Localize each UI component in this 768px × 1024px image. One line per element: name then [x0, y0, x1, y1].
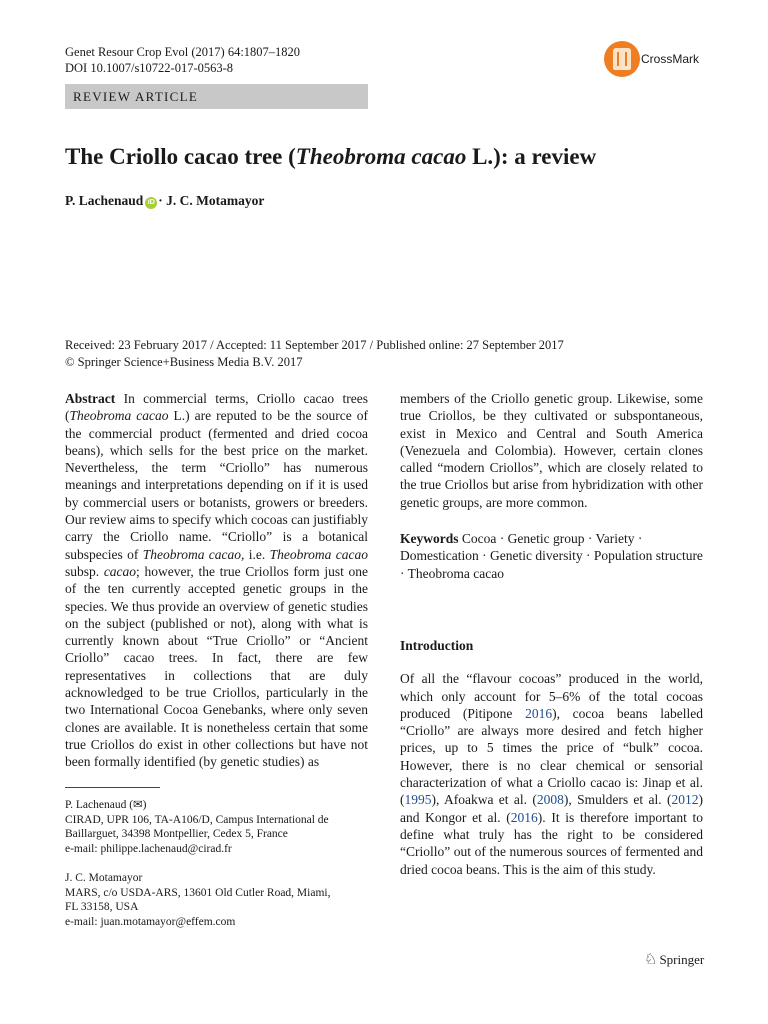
abstract — [65, 390, 368, 771]
affiliation-email[interactable]: e-mail: philippe.lachenaud@cirad.fr — [65, 842, 232, 855]
abstract-column — [65, 390, 368, 771]
springer-logo — [644, 950, 704, 969]
affiliation-lachenaud — [65, 798, 368, 856]
abstract-italic: cacao — [103, 563, 137, 579]
publisher-label: Springer — [659, 952, 705, 967]
copyright-line: © Springer Science+Business Media B.V. 2017 — [65, 355, 303, 369]
author-lachenaud[interactable]: P. Lachenaud — [65, 193, 144, 208]
abstract-continuation: members of the Criollo genetic group. Likewise, some true Criollos, be they cultivated or subspontaneous, exist in Mexico and Central and South America (Venezuela and Colombia). However, certain clones called “modern Criollos”, which are closely related to the true Criollos but arise from hybridization with other genetic groups, are more common. — [400, 391, 703, 510]
author-motamayor[interactable]: J. C. Motamayor — [166, 193, 265, 208]
article-title — [65, 142, 715, 172]
crossmark-icon — [604, 41, 640, 77]
intro-text: ), cocoa beans labelled “Criollo” are always more desired and fetch higher prices, up to 5 times the price of “bulk” cocoa. However, there is no clear chemical or sensorial characterization of what a Criollo cacao is: Jinap et al. ( — [400, 705, 703, 808]
chess-knight-icon: ♘ — [644, 952, 658, 968]
title-text: The Criollo cacao tree ( — [65, 144, 296, 169]
affiliation-email[interactable]: e-mail: juan.motamayor@effem.com — [65, 915, 236, 928]
abstract-text: In commercial terms, Criollo cacao trees ( — [65, 391, 368, 424]
affiliation-name: P. Lachenaud (✉) — [65, 799, 147, 811]
orcid-icon[interactable]: iD — [145, 197, 157, 209]
abstract-italic: Theobroma cacao — [269, 546, 368, 562]
author-separator: · — [158, 193, 163, 208]
affiliation-address: FL 33158, USA — [65, 901, 139, 914]
abstract-text: L.) are reputed to be the source of the commercial product (fermented and dried cocoa beans), which sells for the best price on the market. Nevertheless, the term “Criollo” has numerous meanings and interpretations depending on if it is used by commercial users or botanists, growers or breeders. Our review aims to specify which cocoas can justifiably carry the Criollo name. “Criollo” is a botanical subspecies of — [65, 408, 368, 562]
abstract-text: ; however, the true Criollos form just one of the ten currently accepted genetic groups in the species. We thus provide an overview of genetic studies on the subject (published or not), along with what is currently known about “True Criollo” or “Ancient Criollo” cacao trees. In fact, there are few representatives in collections that are duly acknowledged to be true Criollos, particularly in the two International Cocoa Genebanks, where only seven clones are available. It is nonetheless certain that some true Criollos do exist in other collections but have not been formally identified (by genetic studies) as — [65, 563, 368, 770]
abstract-text: subsp. — [65, 563, 104, 579]
intro-text: ) and Kongor et al. ( — [400, 792, 703, 825]
right-column — [400, 390, 703, 878]
introduction-paragraph — [400, 670, 703, 878]
intro-text: ). It is therefore important to define what truly has the right to be considered “Criollo” out of the numerous sources of fermented and dried cocoa beans. This is the aim of this study. — [400, 809, 703, 877]
citation-link[interactable]: 2012 — [671, 792, 699, 808]
keywords-text: Cocoa · Genetic group · Variety · Domestication · Genetic diversity · Population structure · Theobroma cacao — [400, 531, 703, 581]
author-list — [65, 192, 264, 210]
affiliation-name: J. C. Motamayor — [65, 872, 143, 884]
keywords-label: Keywords — [400, 531, 459, 547]
abstract-italic: Theobroma cacao — [69, 408, 169, 424]
footnote-divider — [65, 787, 160, 788]
keywords — [400, 530, 703, 582]
introduction-heading: Introduction — [400, 637, 474, 653]
date-line: Received: 23 February 2017 / Accepted: 11 September 2017 / Published online: 27 September 2017 — [65, 338, 564, 352]
affiliation-address: MARS, c/o USDA-ARS, 13601 Old Cutler Road, Miami, — [65, 886, 331, 899]
intro-text: ), Afoakwa et al. ( — [431, 792, 537, 808]
citation-link[interactable]: 2016 — [510, 809, 538, 825]
intro-text: ), Smulders et al. ( — [563, 792, 672, 808]
title-text-end: L.): a review — [466, 144, 597, 169]
abstract-label: Abstract — [65, 391, 116, 406]
journal-citation: Genet Resour Crop Evol (2017) 64:1807–1820 — [65, 45, 301, 59]
article-type-banner: REVIEW ARTICLE — [65, 84, 368, 109]
affiliation-motamayor — [65, 871, 368, 929]
affiliation-address: CIRAD, UPR 106, TA-A106/D, Campus International de — [65, 813, 329, 826]
abstract-italic: Theobroma cacao, — [142, 546, 245, 562]
crossmark-label: CrossMark — [641, 52, 700, 66]
doi[interactable]: DOI 10.1007/s10722-017-0563-8 — [65, 61, 234, 75]
publication-dates — [65, 337, 564, 371]
citation-link[interactable]: 2016 — [525, 705, 553, 721]
intro-text: Of all the “flavour cocoas” produced in the world, which only account for 5–6% of the total cocoas produced (Pitipone — [400, 671, 703, 721]
crossmark-badge[interactable] — [604, 41, 699, 81]
citation-link[interactable]: 2008 — [536, 792, 564, 808]
title-species: Theobroma cacao — [295, 144, 467, 169]
citation-link[interactable]: 1995 — [404, 792, 432, 808]
affiliation-address: Baillarguet, 34398 Montpellier, Cedex 5, France — [65, 828, 288, 841]
abstract-text: i.e. — [244, 546, 270, 562]
